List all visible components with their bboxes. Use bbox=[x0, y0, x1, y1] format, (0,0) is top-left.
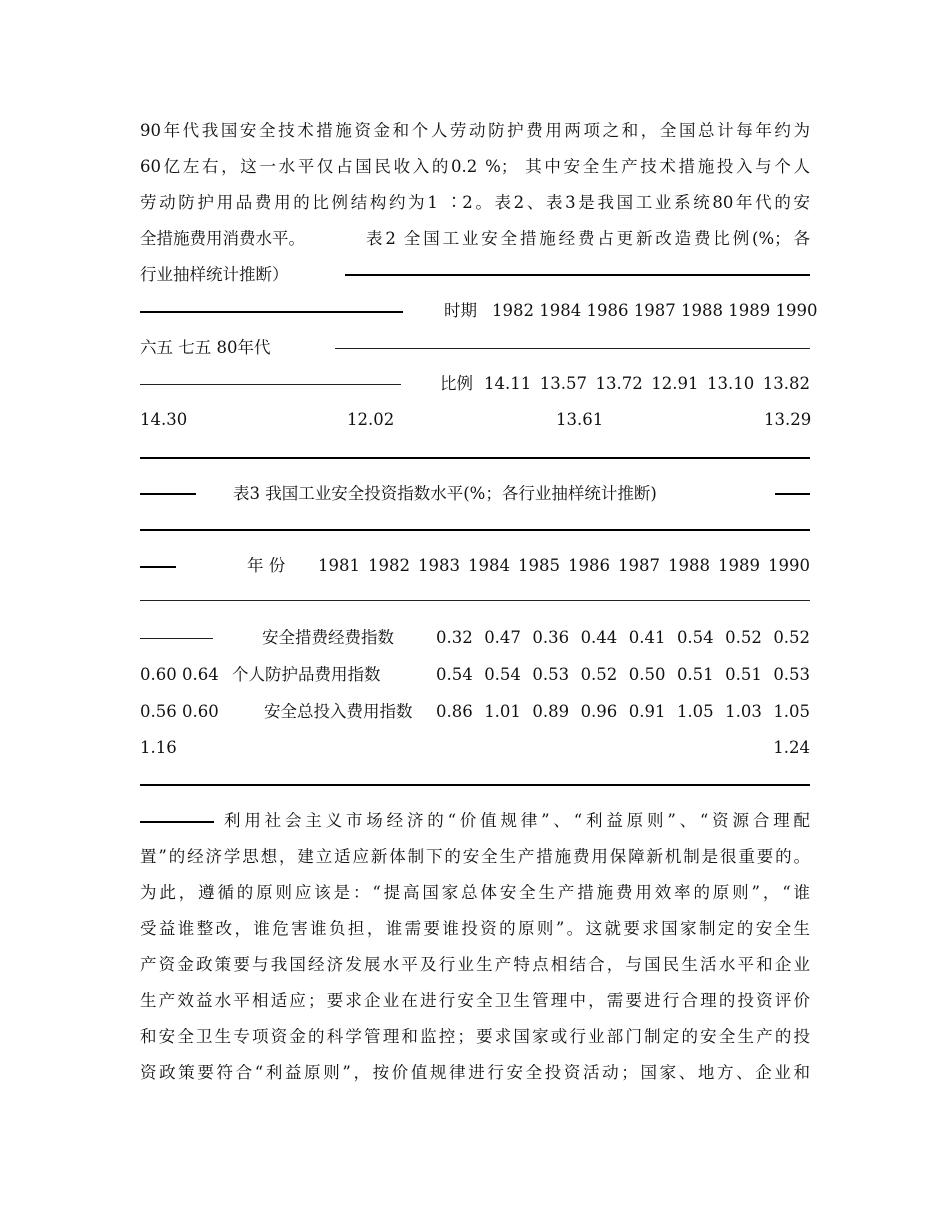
table2-ratio-label: 比例 bbox=[440, 374, 473, 393]
para2-line-2: 置”的经济学思想，建立适应新体制下的安全生产措施费用保障新机制是很重要的。 bbox=[140, 847, 810, 866]
row-protect-value: 0.54 bbox=[484, 665, 521, 684]
row-total-label: 安全总投入费用指数 bbox=[264, 702, 413, 721]
row-protect-value: 0.53 bbox=[532, 665, 570, 684]
table3-top-rule bbox=[775, 493, 810, 495]
year-1985: 1985 bbox=[518, 556, 560, 575]
row-safety-value: 0.47 bbox=[484, 628, 521, 647]
row-safety-label: 安全措费经费指数 bbox=[262, 628, 394, 647]
period-1984: 1984 bbox=[539, 301, 582, 320]
row-protect-values bbox=[436, 661, 810, 689]
year-1988: 1988 bbox=[668, 556, 710, 575]
row-total-value: 0.89 bbox=[532, 702, 570, 721]
table2-mid-rule bbox=[335, 348, 810, 349]
row-safety-value: 0.52 bbox=[773, 628, 811, 647]
row-total-value: 0.91 bbox=[628, 702, 666, 721]
row-protect-value: 0.51 bbox=[725, 665, 762, 684]
period-1982: 1982 bbox=[492, 301, 534, 320]
period-1989: 1989 bbox=[728, 301, 771, 320]
table2-title-cont: 行业抽样统计推断） bbox=[140, 265, 289, 284]
ratio-1990: 14.30 bbox=[140, 410, 188, 429]
year-1982: 1982 bbox=[368, 556, 410, 575]
table3-row-safety bbox=[140, 624, 810, 652]
row-protect-label: 个人防护品费用指数 bbox=[232, 665, 381, 684]
para1-line-4-text: 全措施费用消费水平。 bbox=[140, 229, 305, 248]
row-total-values bbox=[436, 698, 810, 726]
table2-ratio-row bbox=[140, 370, 810, 398]
para1-line-2: 60亿左右，这一水平仅占国民收入的0.2 %； 其中安全生产技术措施投入与个人 bbox=[140, 157, 810, 176]
year-1987: 1987 bbox=[618, 556, 660, 575]
table3-row-total bbox=[140, 698, 810, 726]
period-1987: 1987 bbox=[633, 301, 676, 320]
table3-top-rule-cont bbox=[140, 529, 810, 531]
ratio-1984: 13.57 bbox=[539, 374, 587, 393]
para2-line-1-text: 利用社会主义市场经济的“价值规律”、“利益原则”、“资源合理配 bbox=[224, 811, 810, 830]
table3-title-row bbox=[140, 480, 810, 508]
table3-header-row bbox=[140, 552, 810, 580]
row-total-value: 1.05 bbox=[676, 702, 714, 721]
table2-ratios bbox=[484, 370, 810, 398]
row-total-tail-left: 1.16 bbox=[140, 738, 177, 757]
table3-header-rule bbox=[140, 600, 810, 601]
ratio-qiwu-7: 13.61 bbox=[556, 410, 604, 429]
row-total-value: 1.03 bbox=[725, 702, 762, 721]
table3-row-protect bbox=[140, 661, 810, 689]
para2-line-4: 受益谁整改，谁危害谁负担，谁需要谁投资的原则”。这就要求国家制定的安全生 bbox=[140, 919, 810, 938]
para2-line-3: 为此，遵循的原则应该是：“提高国家总体安全生产措施费用效率的原则”，“谁 bbox=[140, 883, 810, 902]
ratio-1987: 12.91 bbox=[651, 374, 699, 393]
table2-period-label: 时期 bbox=[444, 301, 477, 320]
para1-line-1: 90年代我国安全技术措施资金和个人劳动防护费用两项之和，全国总计每年约为 bbox=[140, 121, 810, 140]
table2-header-row bbox=[140, 297, 818, 325]
period-1986: 1986 bbox=[586, 301, 629, 320]
row-protect-value: 0.50 bbox=[628, 665, 666, 684]
row-safety-value: 0.36 bbox=[532, 628, 570, 647]
table3-row-total-cont bbox=[140, 734, 810, 762]
period-1990: 1990 bbox=[775, 301, 818, 320]
row-safety-value: 0.32 bbox=[436, 628, 473, 647]
row-protect-value: 0.52 bbox=[580, 665, 618, 684]
row-total-value: 0.86 bbox=[436, 702, 473, 721]
year-1981: 1981 bbox=[318, 556, 360, 575]
para2-line-5: 产资金政策要与我国经济发展水平及行业生产特点相结合，与国民生活水平和企业 bbox=[140, 955, 810, 974]
year-1989: 1989 bbox=[718, 556, 760, 575]
table2-title: 表2 全国工业安全措施经费占更新改造费比例(%；各 bbox=[366, 229, 810, 248]
row-safety-value: 0.44 bbox=[580, 628, 618, 647]
row-total-tail-right: 1.24 bbox=[773, 738, 810, 757]
table3-years bbox=[318, 552, 810, 580]
para2-line-7: 和安全卫生专项资金的科学管理和监控；要求国家或行业部门制定的安全生产的投 bbox=[140, 1027, 810, 1046]
table3-title: 表3 我国工业安全投资指数水平(%；各行业抽样统计推断) bbox=[233, 484, 657, 503]
period-1988: 1988 bbox=[681, 301, 723, 320]
year-1986: 1986 bbox=[568, 556, 610, 575]
row-protect-value: 0.51 bbox=[676, 665, 714, 684]
row-safety-tail: 0.60 0.64 bbox=[140, 665, 219, 684]
ratio-1989: 13.82 bbox=[762, 374, 810, 393]
ratio-1988: 13.10 bbox=[707, 374, 755, 393]
table2-ratio-row-cont bbox=[140, 406, 810, 434]
table2-top-rule bbox=[345, 274, 810, 276]
year-1984: 1984 bbox=[468, 556, 510, 575]
ratio-1982: 14.11 bbox=[484, 374, 532, 393]
row-total-value: 1.01 bbox=[484, 702, 521, 721]
ratio-qiwu-6: 12.02 bbox=[347, 410, 395, 429]
para2-line-6: 生产效益水平相适应；要求企业在进行安全卫生管理中，需要进行合理的投资评价 bbox=[140, 991, 810, 1010]
para1-line-3: 劳动防护用品费用的比例结构约为1 ∶2。表2、表3是我国工业系统80年代的安 bbox=[140, 193, 810, 212]
para2-line-8: 资政策要符合“利益原则”，按价值规律进行安全投资活动；国家、地方、企业和 bbox=[140, 1063, 810, 1082]
year-1990: 1990 bbox=[768, 556, 810, 575]
year-1983: 1983 bbox=[418, 556, 460, 575]
row-protect-value: 0.54 bbox=[436, 665, 473, 684]
ratio-80s: 13.29 bbox=[764, 410, 812, 429]
table2-periods-extra: 六五 七五 80年代 bbox=[140, 338, 271, 357]
row-safety-value: 0.54 bbox=[676, 628, 714, 647]
row-safety-value: 0.41 bbox=[628, 628, 666, 647]
para2-line-1 bbox=[140, 807, 810, 835]
row-protect-tail: 0.56 0.60 bbox=[140, 702, 219, 721]
row-safety-value: 0.52 bbox=[725, 628, 762, 647]
row-total-value: 0.96 bbox=[580, 702, 618, 721]
row-protect-value: 0.53 bbox=[773, 665, 811, 684]
row-total-value: 1.05 bbox=[773, 702, 811, 721]
row-safety-values bbox=[436, 624, 810, 652]
table3-year-label: 年 份 bbox=[247, 556, 286, 575]
para1-line-4 bbox=[140, 225, 810, 253]
ratio-1986: 13.72 bbox=[595, 374, 643, 393]
table2-periods bbox=[492, 297, 818, 325]
table3-bottom-rule bbox=[140, 784, 810, 786]
table2-bottom-rule bbox=[140, 457, 810, 459]
